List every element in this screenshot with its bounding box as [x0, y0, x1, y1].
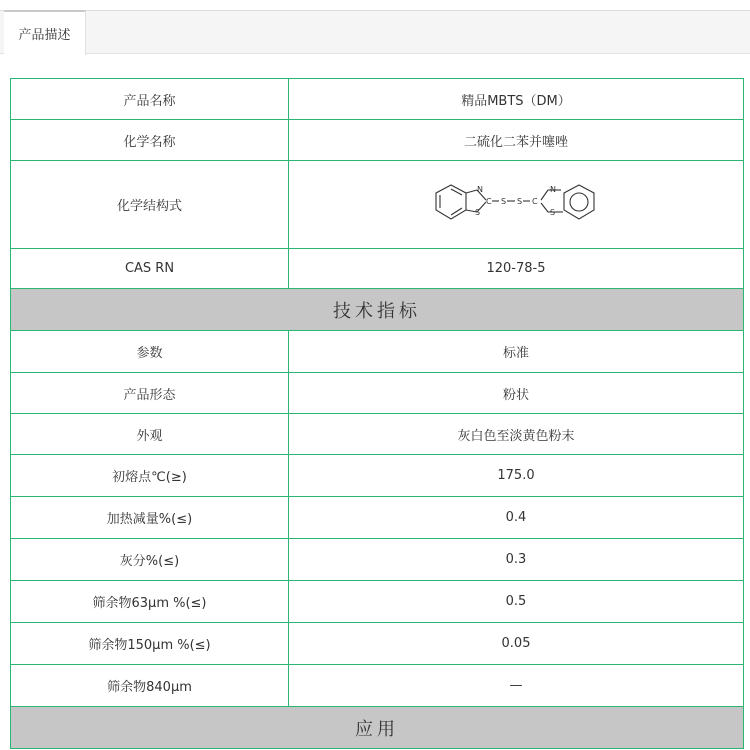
- spec-standard: 灰白色至淡黄色粉末: [289, 414, 744, 455]
- spec-param: 初熔点℃(≥): [11, 455, 289, 497]
- section-header-application: [11, 707, 744, 749]
- table-row: [11, 414, 744, 455]
- structure-formula-label: 化学结构式: [11, 161, 289, 249]
- product-name-value: 精品MBTS（DM）: [289, 79, 744, 120]
- standard-header: 标准: [289, 331, 744, 373]
- table-row: [11, 373, 744, 414]
- spec-standard: 0.3: [289, 539, 744, 581]
- spec-param: 加热减量%(≤): [11, 497, 289, 539]
- spec-standard: —: [289, 665, 744, 707]
- cas-value: 120-78-5: [289, 249, 744, 289]
- spec-param: 筛余物840μm: [11, 665, 289, 707]
- section-header-technical: [11, 289, 744, 331]
- param-header: 参数: [11, 331, 289, 373]
- spec-param: 产品形态: [11, 373, 289, 414]
- table-row: [11, 539, 744, 581]
- spec-param: 筛余物150μm %(≤): [11, 623, 289, 665]
- section-title: 技术指标: [11, 289, 744, 331]
- atom-label: S: [550, 207, 556, 217]
- cas-label: CAS RN: [11, 249, 289, 289]
- spec-param: 筛余物63μm %(≤): [11, 581, 289, 623]
- table-row: [11, 623, 744, 665]
- table-row: [11, 161, 744, 249]
- atom-label: S: [475, 207, 481, 217]
- tab-product-description[interactable]: 产品描述: [4, 10, 86, 55]
- product-name-label: 产品名称: [11, 79, 289, 120]
- product-spec-table: [10, 78, 744, 749]
- table-header-row: [11, 331, 744, 373]
- tab-bar: [0, 10, 750, 54]
- structure-formula-cell: [289, 161, 744, 249]
- spec-standard: 0.4: [289, 497, 744, 539]
- spec-standard: 0.5: [289, 581, 744, 623]
- atom-label: N: [550, 184, 556, 194]
- chemical-name-label: 化学名称: [11, 120, 289, 161]
- table-row: [11, 120, 744, 161]
- table-row: [11, 79, 744, 120]
- atom-label: S: [501, 196, 507, 206]
- spec-standard: 0.05: [289, 623, 744, 665]
- table-row: [11, 581, 744, 623]
- atom-label: S: [517, 196, 523, 206]
- table-row: [11, 249, 744, 289]
- chemical-structure-image: [431, 182, 601, 228]
- spec-standard: 粉状: [289, 373, 744, 414]
- atom-label: N: [477, 184, 483, 194]
- section-title: 应用: [11, 707, 744, 749]
- table-row: [11, 455, 744, 497]
- chemical-name-value: 二硫化二苯并噻唑: [289, 120, 744, 161]
- spec-param: 外观: [11, 414, 289, 455]
- atom-label: C: [532, 196, 538, 206]
- atom-label: C: [486, 196, 492, 206]
- table-row: [11, 497, 744, 539]
- spec-param: 灰分%(≤): [11, 539, 289, 581]
- table-row: [11, 665, 744, 707]
- spec-standard: 175.0: [289, 455, 744, 497]
